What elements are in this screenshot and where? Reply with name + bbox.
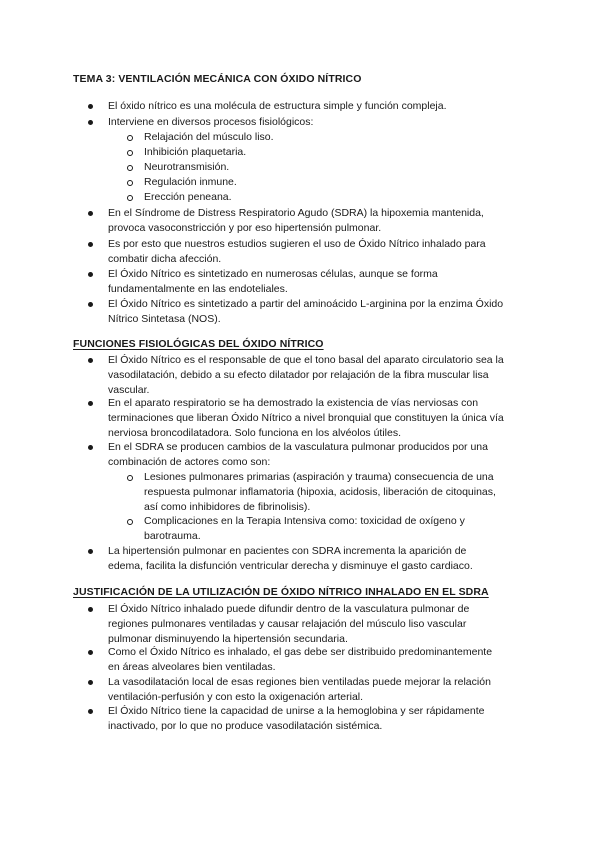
sub-list-item (144, 175, 237, 190)
sub-list-item (144, 160, 229, 175)
text-line: Relajación del músculo liso. (144, 131, 274, 143)
text-line: vascular. (108, 383, 150, 396)
bullet-icon (88, 445, 93, 450)
text-line: vasodilatación, debido a su efecto dilatador por relajación de la fibra muscular lisa (108, 368, 489, 381)
hollow-bullet-icon (127, 195, 133, 201)
list-item (108, 99, 447, 114)
text-line: barotrauma. (144, 529, 201, 542)
text-line: En el Síndrome de Distress Respiratorio Agudo (SDRA) la hipoxemia mantenida, (108, 207, 484, 219)
text-line: El Óxido Nítrico es sintetizado a partir del aminoácido L-arginina por la enzima Óxido (108, 298, 504, 310)
text-line: fundamentalmente en las endoteliales. (108, 282, 288, 295)
bullet-icon (88, 272, 93, 277)
bullet-icon (88, 242, 93, 247)
hollow-bullet-icon (127, 475, 133, 481)
hollow-bullet-icon (127, 519, 133, 525)
text-line: regiones pulmonares ventiladas y causar relajación del músculo liso vascular (108, 617, 467, 630)
bullet-icon (88, 680, 93, 685)
text-line: terminaciones que liberan Óxido Nítrico a nivel bronquial que constituyen la única vía (108, 411, 504, 424)
page-title: TEMA 3: VENTILACIÓN MECÁNICA CON ÓXIDO NÍTRICO (73, 73, 362, 85)
list-item (108, 602, 469, 646)
text-line: Es por esto que nuestros estudios sugieren el uso de Óxido Nítrico inhalado para (108, 238, 486, 250)
text-line: Complicaciones en la Terapia Intensiva como: toxicidad de oxígeno y (144, 515, 465, 527)
bullet-icon (88, 120, 93, 125)
bullet-icon (88, 607, 93, 612)
sub-list-item (144, 470, 496, 514)
bullet-icon (88, 549, 93, 554)
text-line: El Óxido Nítrico tiene la capacidad de unirse a la hemoglobina y ser rápidamente (108, 705, 485, 717)
text-line: así como inhibidores de fibrinolisis). (144, 500, 311, 513)
list-item (108, 297, 503, 327)
text-line: Regulación inmune. (144, 176, 237, 188)
sub-list-item (144, 145, 246, 160)
text-line: edema, facilita la disfunción ventricular derecha y disminuye el gasto cardiaco. (108, 559, 473, 572)
text-line: En el aparato respiratorio se ha demostrado la existencia de vías nerviosas con (108, 397, 479, 409)
text-line: El Óxido Nítrico inhalado puede difundir dentro de la vasculatura pulmonar de (108, 603, 470, 615)
list-item (108, 675, 491, 705)
text-line: El Óxido Nítrico es sintetizado en numerosas células, aunque se forma (108, 268, 438, 280)
bullet-icon (88, 650, 93, 655)
list-item (108, 353, 504, 397)
text-line: Nítrico Sintetasa (NOS). (108, 312, 221, 325)
text-line: respuesta pulmonar inflamatoria (hipoxia, acidosis, liberación de citoquinas, (144, 485, 496, 498)
sub-list-item (144, 130, 274, 145)
text-line: Erección peneana. (144, 191, 232, 203)
bullet-icon (88, 104, 93, 109)
hollow-bullet-icon (127, 180, 133, 186)
bullet-icon (88, 709, 93, 714)
text-line: inactivado, por lo que no produce vasodilatación sistémica. (108, 719, 383, 732)
text-line: La hipertensión pulmonar en pacientes con SDRA incrementa la aparición de (108, 545, 467, 557)
list-item (108, 396, 504, 440)
text-line: ventilación-perfusión y con esto la oxigenación arterial. (108, 690, 364, 703)
hollow-bullet-icon (127, 135, 133, 141)
text-line: Como el Óxido Nítrico es inhalado, el gas debe ser distribuido predominantemente (108, 646, 493, 658)
section-heading-funciones: FUNCIONES FISIOLÓGICAS DEL ÓXIDO NÍTRICO (73, 338, 324, 350)
section-heading-justificacion: JUSTIFICACIÓN DE LA UTILIZACIÓN DE ÓXIDO NÍTRICO INHALADO EN EL SDRA (73, 586, 489, 598)
text-line: El Óxido Nítrico es el responsable de que el tono basal del aparato circulatorio sea la (108, 354, 504, 366)
hollow-bullet-icon (127, 165, 133, 171)
list-item (108, 440, 488, 470)
list-item (108, 704, 484, 734)
hollow-bullet-icon (127, 150, 133, 156)
bullet-icon (88, 211, 93, 216)
text-line: provoca vasoconstricción y por eso hipertensión pulmonar. (108, 221, 382, 234)
sub-list-item (144, 190, 232, 205)
text-line: El óxido nítrico es una molécula de estructura simple y función compleja. (108, 100, 447, 112)
text-line: La vasodilatación local de esas regiones bien ventiladas puede mejorar la relación (108, 676, 491, 688)
text-line: combatir dicha afección. (108, 252, 222, 265)
text-line: Neurotransmisión. (144, 161, 230, 173)
list-item (108, 267, 438, 297)
list-item (108, 115, 313, 130)
text-line: combinación de actores como son: (108, 455, 271, 468)
text-line: En el SDRA se producen cambios de la vasculatura pulmonar producidos por una (108, 441, 488, 453)
bullet-icon (88, 358, 93, 363)
bullet-icon (88, 302, 93, 307)
text-line: Inhibición plaquetaria. (144, 146, 247, 158)
sub-list-item (144, 514, 465, 544)
list-item (108, 645, 492, 675)
text-line: nerviosa broncodilatadora. Solo funciona en los alvéolos útiles. (108, 426, 402, 439)
list-item (108, 237, 486, 267)
list-item (108, 206, 484, 236)
text-line: en áreas alveolares bien ventiladas. (108, 660, 276, 673)
text-line: pulmonar disminuyendo la hipertensión secundaria. (108, 632, 348, 645)
text-line: Lesiones pulmonares primarias (aspiración y trauma) consecuencia de una (144, 471, 494, 483)
bullet-icon (88, 401, 93, 406)
text-line: Interviene en diversos procesos fisiológicos: (108, 116, 314, 128)
list-item (108, 544, 473, 574)
